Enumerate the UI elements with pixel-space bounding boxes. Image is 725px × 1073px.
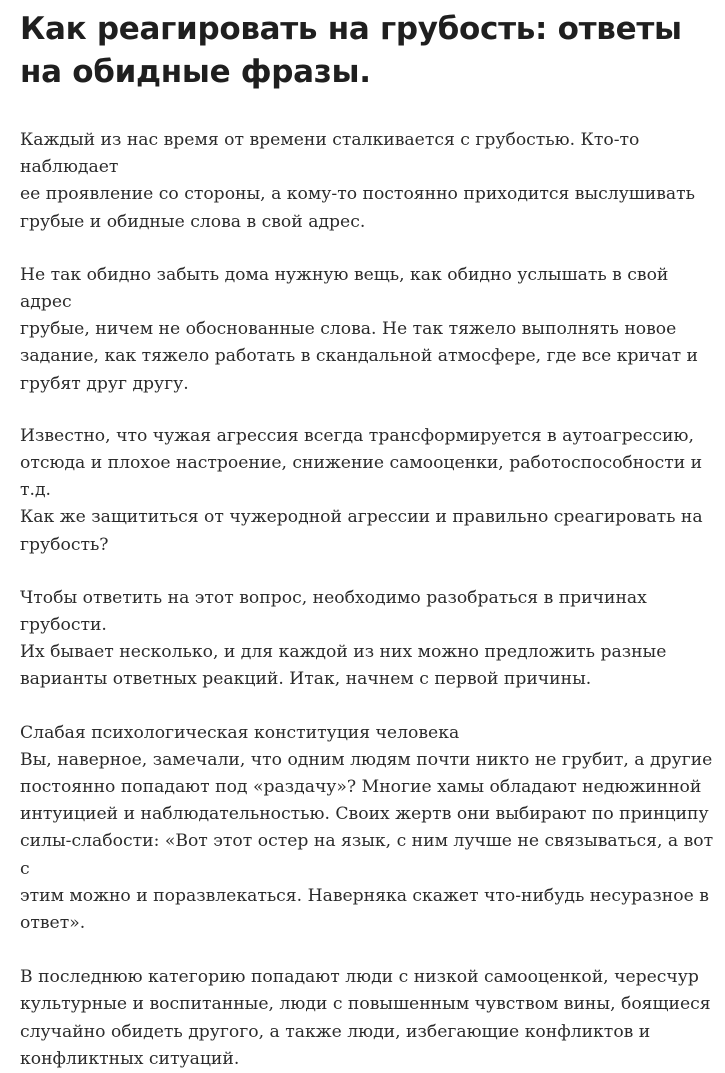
paragraph-causes: Чтобы ответить на этот вопрос, необходимо разобраться в причинах грубости. Их бывает несколько, и для каждой из них можно предложить разные варианты ответных реакций. Итак, начнем с первой причины. <box>20 587 667 690</box>
section-weak-constitution <box>20 720 718 938</box>
article-title: Как реагировать на грубость: ответы на обидные фразы. <box>20 11 682 90</box>
paragraph-comparison: Не так обидно забыть дома нужную вещь, как обидно услышать в свой адрес грубые, ничем не обоснованные слова. Не так тяжело выполнять новое задание, как тяжело работать в скандальной атмосфере, где все кричат и грубят друг другу. <box>20 264 699 394</box>
section-heading: Слабая психологическая конституция человека <box>20 722 460 743</box>
paragraph-intro: Каждый из нас время от времени сталкивается с грубостью. Кто-то наблюдает ее проявление со стороны, а кому-то постоянно приходится выслушивать грубые и обидные слова в свой адрес. <box>20 130 696 232</box>
paragraph-aggression: Известно, что чужая агрессия всегда трансформируется в аутоагрессию, отсюда и плохое настроение, снижение самооценки, работоспособности и т.д. Как же защититься от чужеродной агрессии и правильно среагировать на грубость? <box>20 425 703 555</box>
paragraph-last-category: В последнюю категорию попадают люди с низкой самооценкой, чересчур культурные и воспитанные, люди с повышенным чувством вины, боящиеся случайно обидеть другого, а также люди, избегающие конфликтов и конфликтных ситуаций. <box>20 967 711 1069</box>
section-body: Вы, наверное, замечали, что одним людям почти никто не грубит, а другие постоянно попадают под «раздачу»? Многие хамы обладают недюжинной интуицией и наблюдательностью. Своих жертв они выбирают по принципу силы-слабости: «Вот этот остер на язык, с ним лучше не связываться, а вот с этим можно и поразвлекаться. Наверняка скажет что-нибудь несуразное в ответ». <box>20 749 714 934</box>
article-body <box>20 127 718 1073</box>
